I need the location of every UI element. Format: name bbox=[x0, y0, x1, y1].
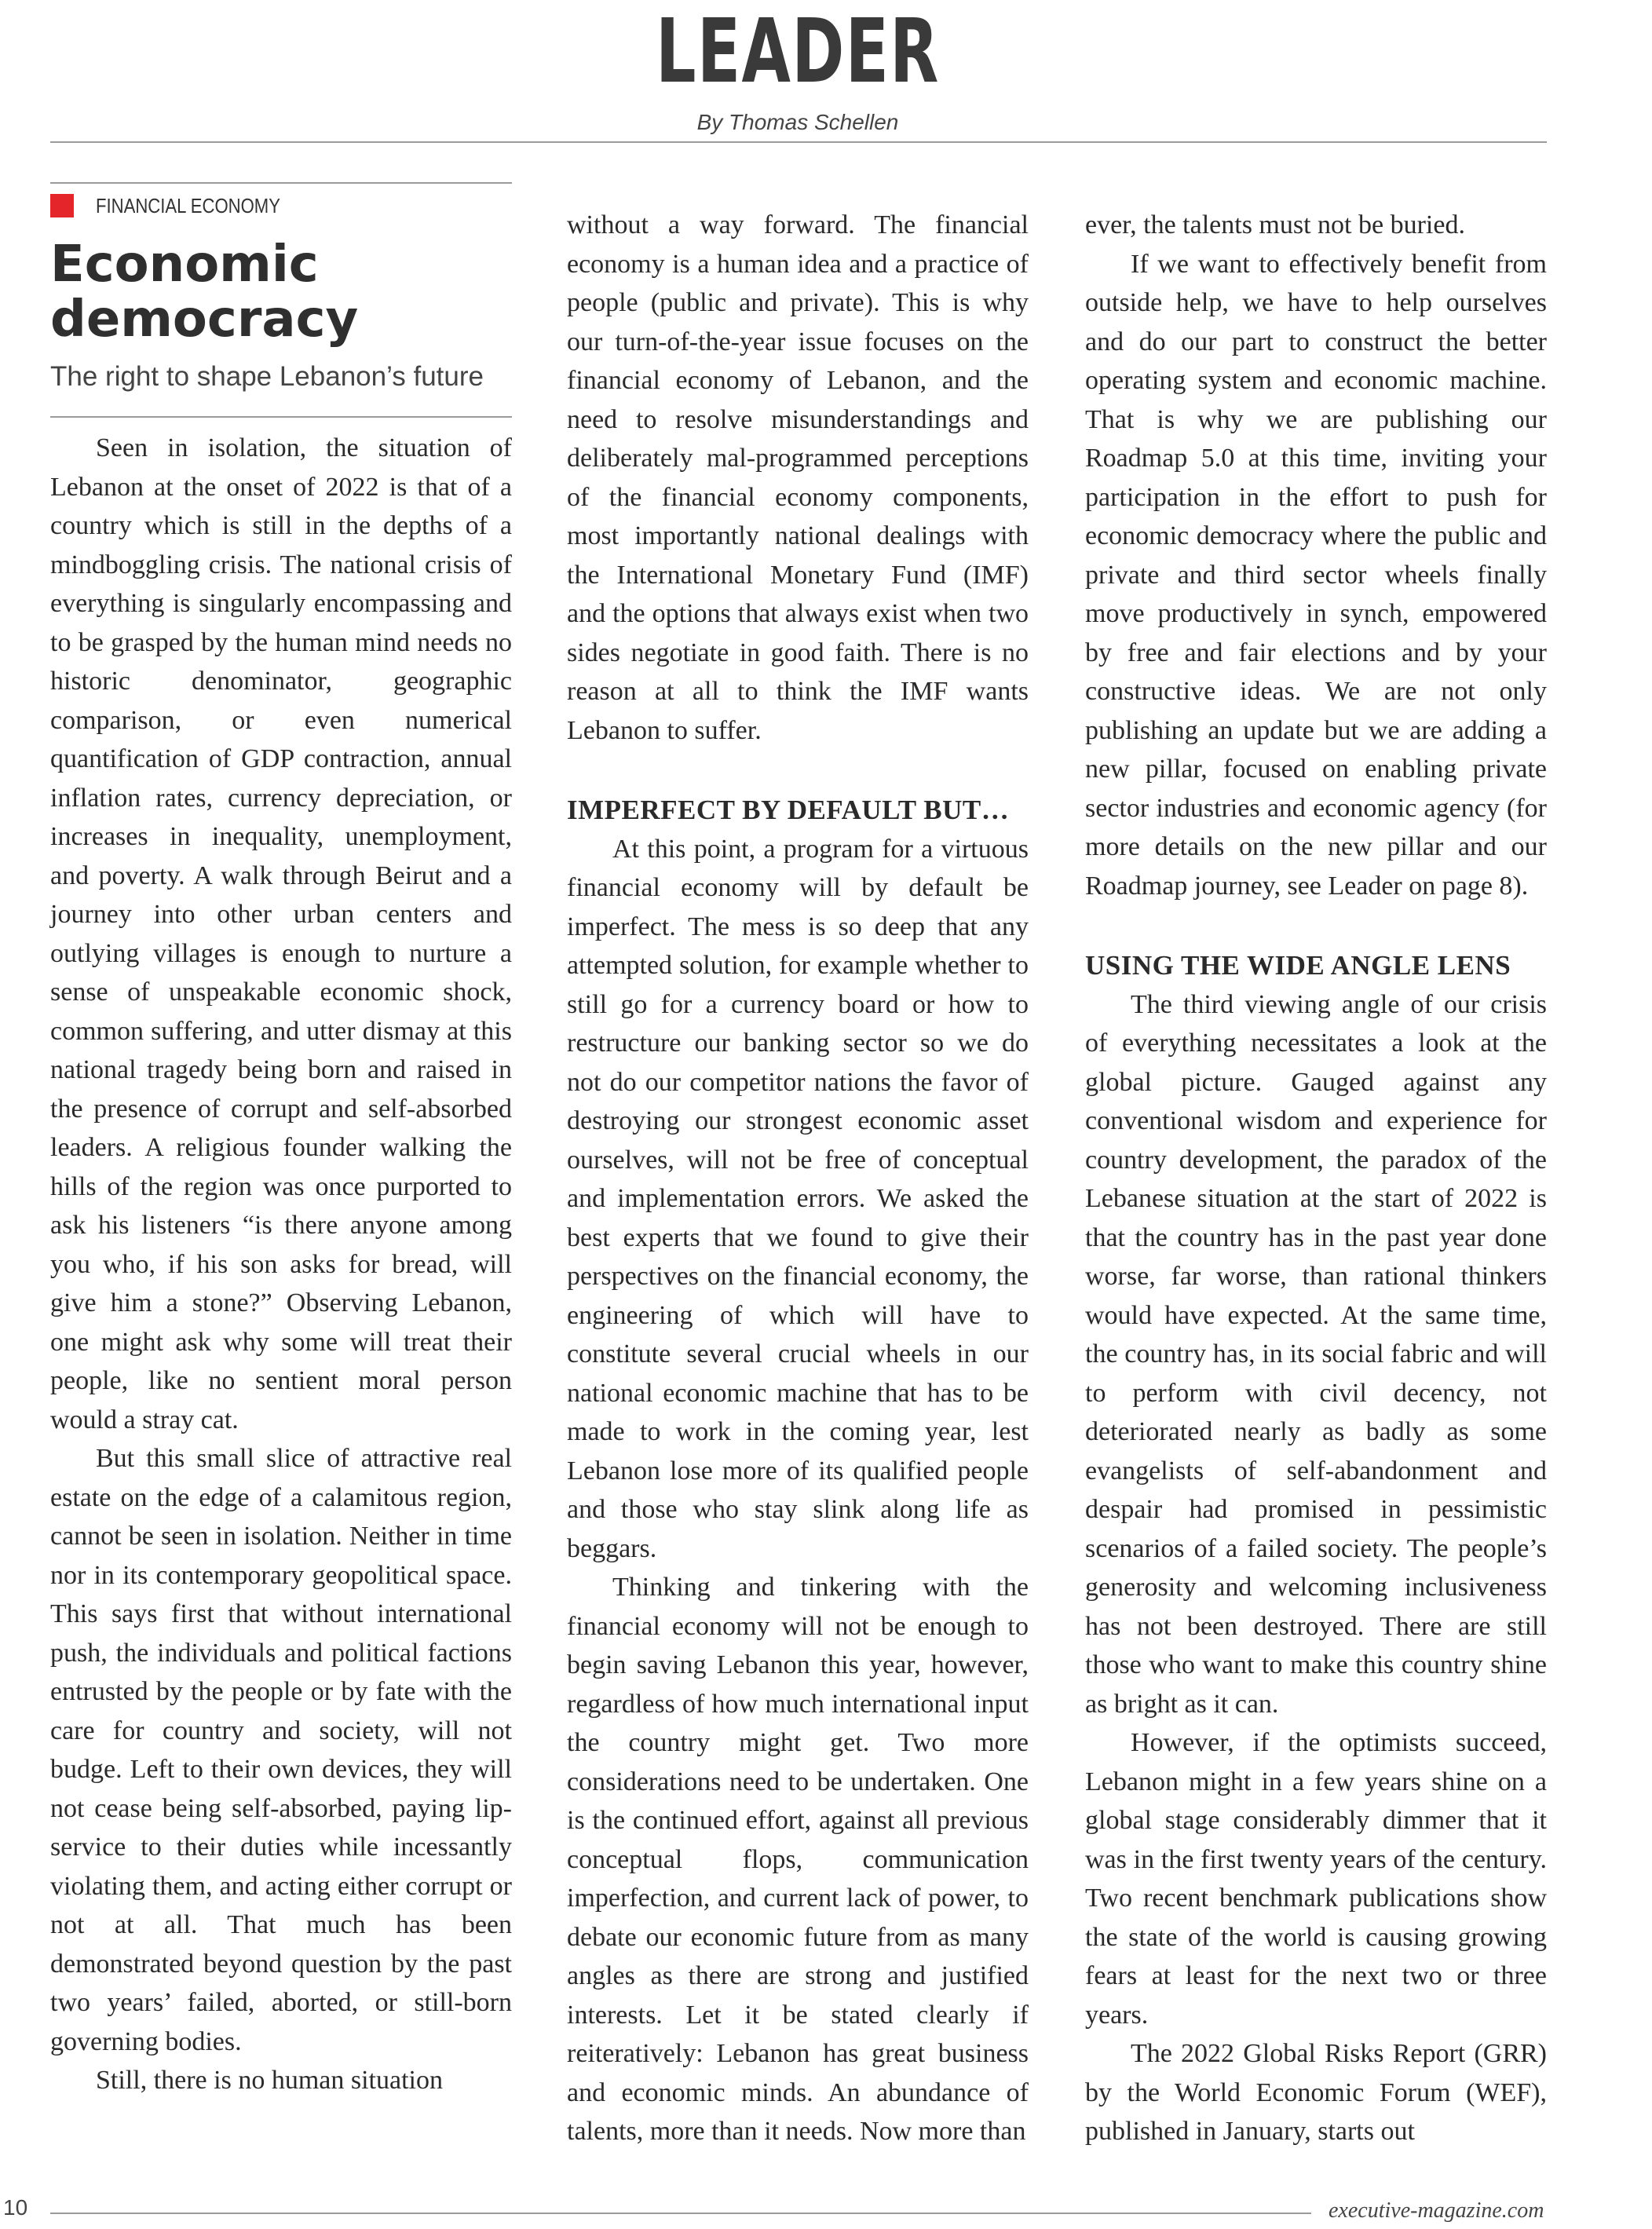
column-2 bbox=[567, 182, 1029, 2151]
paragraph: Still, there is no human situation bbox=[96, 2066, 443, 2095]
kicker bbox=[50, 185, 512, 226]
paragraph: If we want to effectively benefit from outside help, we have to help ourselves and do our part to construct the better operating system and economic machine. That is why we are publishing our Roadmap 5.0 at this time, inviting your participation in the effort to push for economic democracy where the public and private and third sector wheels finally move productively in synch, empowered by free and fair elections and by your constructive ideas. We are not only publishing an update but we are adding a new pillar, focused on enabling private sector industries and economic agency (for more details on the new pillar and our Roadmap journey, see Leader on page 8). bbox=[1085, 249, 1547, 901]
paragraph: Thinking and tinkering with the financial economy will not be enough to begin saving Lebanon this year, however, regardless of how much international input the country might get. Two more considerations need to be undertaken. One is the continued effort, against all previous conceptual flops, communication imperfection, and current lack of power, to debate our economic future from as many angles as there are strong and justified interests. Let it be stated clearly if reiteratively: Lebanon has great business and economic minds. An abundance of talents, more than it needs. Now more than bbox=[567, 1573, 1029, 2146]
byline: By Thomas Schellen bbox=[696, 110, 899, 134]
subhead-divider bbox=[50, 416, 512, 418]
paragraph: ever, the talents must not be buried. bbox=[1085, 210, 1465, 239]
headline-line-2: democracy bbox=[50, 291, 359, 349]
paragraph: Seen in isolation, the situation of Lebanon at the onset of 2022 is that of a country which is still in the depths of a mindboggling crisis. The national crisis of everything is singularly encompassing and to be grasped by the human mind needs no historic denominator, geographic comparison, or even numerical quantification of GDP contraction, annual inflation rates, currency depreciation, or increases in inequality, unemployment, and poverty. A walk through Beirut and a journey into other urban centers and outlying villages is enough to nurture a sense of unspeakable economic shock, common suffering, and utter dismay at this national tragedy being born and raised in the presence of corrupt and self-absorbed leaders. A religious founder walking the hills of the region was once purported to ask his listeners “is there anyone among you who, if his son asks for bread, will give him a stone?” Observing Lebanon, one might ask why some will treat their people, like no sentient moral person would a stray cat. bbox=[50, 433, 512, 1434]
header-divider bbox=[50, 141, 1547, 143]
section-heading: IMPERFECT BY DEFAULT BUT… bbox=[567, 795, 1010, 825]
column-1 bbox=[50, 182, 512, 2100]
section-heading: USING THE WIDE ANGLE LENS bbox=[1085, 950, 1511, 981]
masthead bbox=[0, 0, 1595, 135]
column-2-body bbox=[567, 206, 1029, 2151]
footer-site-link[interactable]: executive-magazine.com bbox=[1329, 2198, 1544, 2223]
paragraph: At this point, a program for a virtuous financial economy will by default be imperfect. The mess is so deep that any attempted solution, for example whether to still go for a currency board or how to restructure our banking sector so we do not do our competitor nations the favor of destroying our strongest economic asset ourselves, will not be free of conceptual and implementation errors. We asked the best experts that we found to give their perspectives on the financial economy, the engineering of which will have to constitute several crucial wheels in our national economic machine that has to be made to work in the coming year, lest Lebanon lose more of its qualified people and those who stay slink along life as beggars. bbox=[567, 834, 1029, 1563]
kicker-divider bbox=[50, 182, 512, 184]
section-title: LEADER bbox=[656, 1, 940, 103]
headline bbox=[50, 237, 512, 347]
paragraph: However, if the optimists succeed, Lebanon might in a few years shine on a global stage considerably dimmer that it was in the first twenty years of the century. Two recent benchmark publications show the state of the world is causing growing fears at least for the next two or three years. bbox=[1085, 1728, 1547, 2030]
column-1-body bbox=[50, 429, 512, 2100]
paragraph: without a way forward. The financial economy is a human idea and a practice of people (public and private). This is why our turn-of-the-year issue focuses on the financial economy of Lebanon, and the need to resolve misunderstandings and deliberately mal-programmed perceptions of the financial economy components, most importantly national dealings with the International Monetary Fund (IMF) and the options that always exist when two sides negotiate in good faith. There is no reason at all to think the IMF wants Lebanon to suffer. bbox=[567, 210, 1029, 745]
column-3-body bbox=[1085, 206, 1547, 2151]
paragraph: But this small slice of attractive real estate on the edge of a calamitous region, cannot be seen in isolation. Neither in time nor in its contemporary geopolitical space. This says first that without international push, the individuals and political factions entrusted by the people or by fate with the care for country and society, will not budge. Left to their own devices, they will not cease being self-absorbed, paying lip-service to their duties while incessantly violating them, and acting either corrupt or not at all. That much has been demonstrated beyond question by the past two years’ failed, aborted, or still-born governing bodies. bbox=[50, 1444, 512, 2056]
page-number: 10 bbox=[3, 2195, 28, 2220]
paragraph: The 2022 Global Risks Report (GRR) by the World Economic Forum (WEF), published in January, starts out bbox=[1085, 2039, 1547, 2146]
column-3 bbox=[1085, 182, 1547, 2151]
footer-divider bbox=[50, 2213, 1311, 2214]
headline-line-1: Economic bbox=[50, 236, 319, 294]
kicker-label: FINANCIAL ECONOMY bbox=[96, 193, 280, 217]
subheadline: The right to shape Lebanon’s future bbox=[50, 361, 484, 392]
paragraph: The third viewing angle of our crisis of everything necessitates a look at the global picture. Gauged against any conventional wisdom and experience for country development, the paradox of the Lebanese situation at the start of 2022 is that the country has in the past year done worse, far worse, than rational thinkers would have expected. At the same time, the country has, in its social fabric and will to perform with civil decency, not deteriorated nearly as badly as some evangelists of self-abandonment and despair had promised in pessimistic scenarios of a failed society. The people’s generosity and welcoming inclusiveness has not been destroyed. There are still those who want to make this country shine as bright as it can. bbox=[1085, 989, 1547, 1719]
red-square-icon bbox=[50, 194, 74, 217]
